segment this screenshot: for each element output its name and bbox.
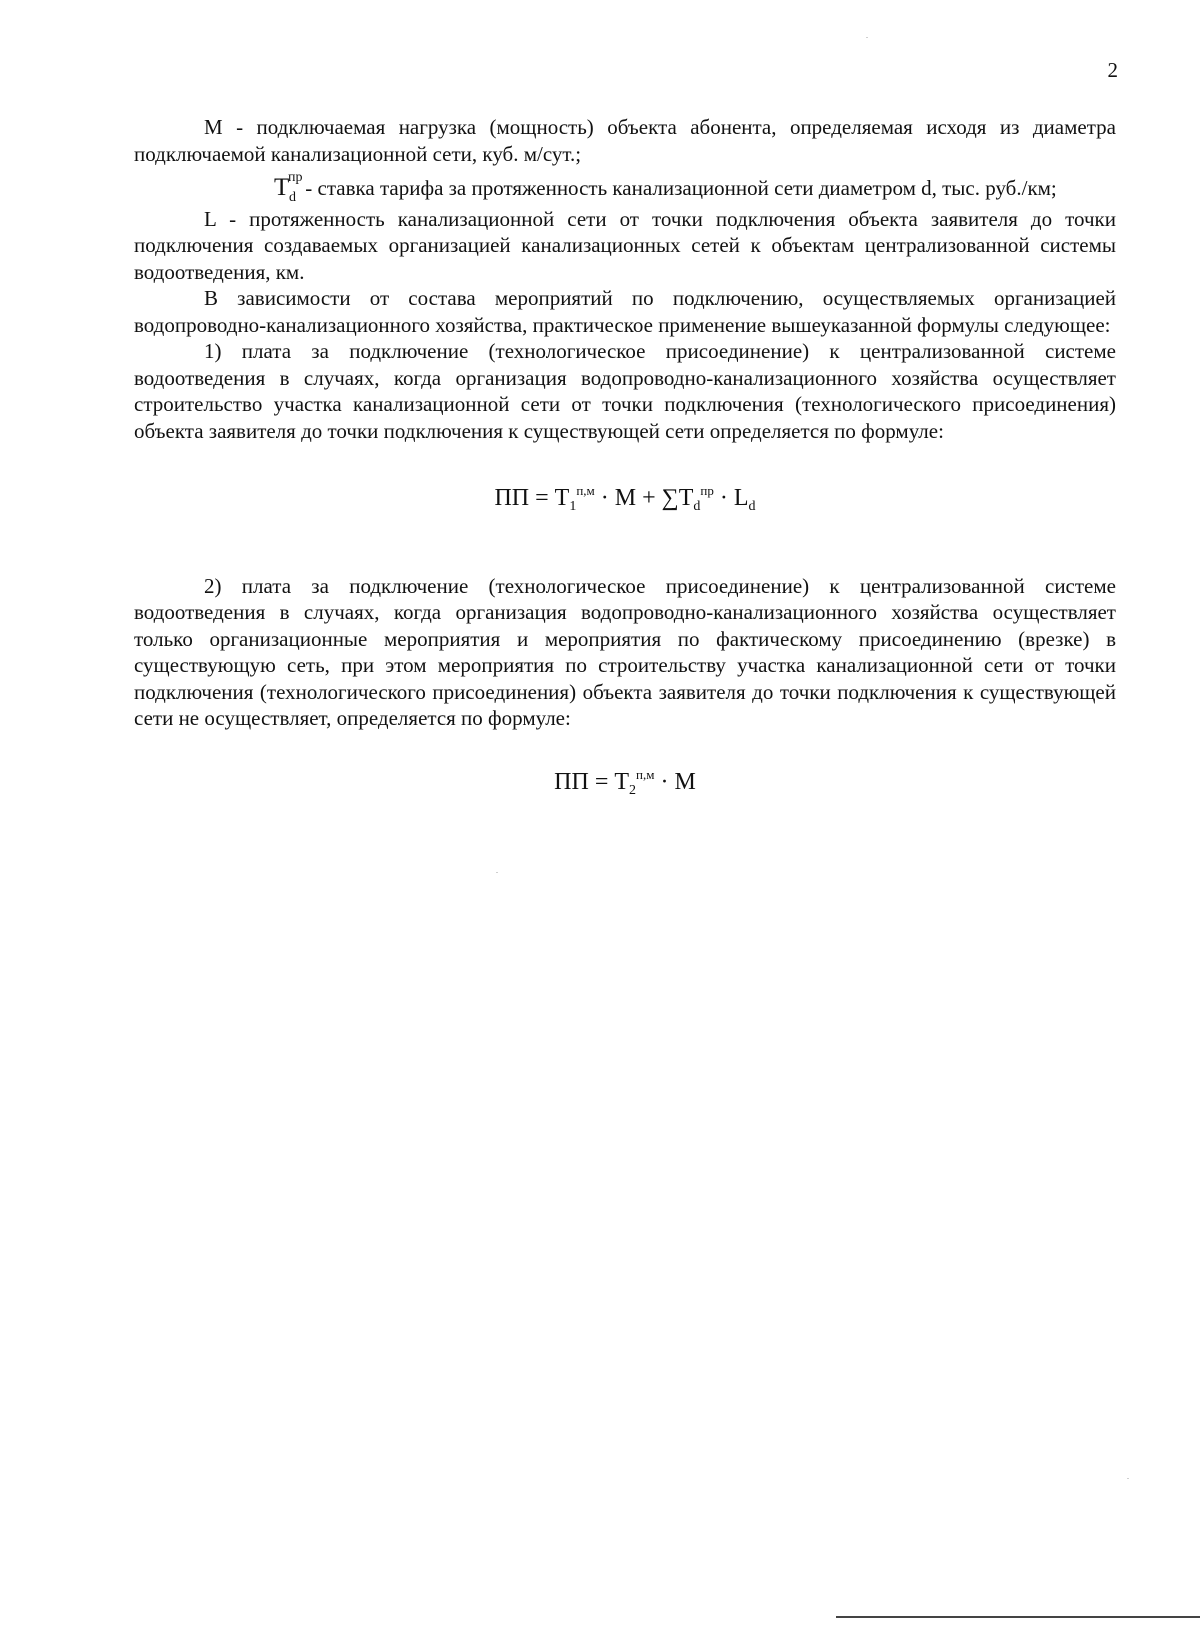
tariff-definition-text: - ставка тарифа за протяженность канализационной сети диаметром d, тыс. руб./км; [305,176,1057,200]
formula-1 [134,478,1116,521]
scan-edge-line [836,1616,1200,1618]
scan-artifact [866,37,868,38]
formula-1-mid: · М + ∑Т [594,485,694,511]
formula-2-tail: · М [654,768,696,795]
paragraph-case-1: 1) плата за подключение (технологическое присоединение) к централизованной системе водоотведения в случаях, когда организация водопроводно-канализационного хозяйства осуществляет строительство участка канализационной сети от точки подключения (технологического присоединения) объекта заявителя до точки подключения к существующей сети определяется по формуле: [134,339,1116,443]
paragraph-case-2: 2) плата за подключение (технологическое присоединение) к централизованной системе водоотведения в случаях, когда организация водопроводно-канализационного хозяйства осуществляет только организационные мероприятия и мероприятия по фактическому присоединению (врезке) в существующую сеть, при этом мероприятия по строительству участка канализационной сети от точки подключения (технологического присоединения) объекта заявителя до точки подключения к существующей сети не осуществляет, определяется по формуле: [134,573,1116,730]
tariff-symbol-letter: Т [274,174,290,201]
formula-2-lhs: ПП = Т [554,768,630,795]
formula-2-sup-1: п,м [636,766,655,782]
tariff-symbol [204,170,303,205]
paragraph-dependence: В зависимости от состава мероприятий по подключению, осуществляемых организацией водопроводно-канализационного хозяйства, практическое применение вышеуказанной формулы следующее: [134,286,1116,337]
formula-1-sup-2: пр [700,483,714,498]
formula-2-sub-1: 2 [629,782,637,798]
tariff-subscript: d [289,190,296,205]
formula-1-sub-3: d [748,499,756,514]
formula-1-lhs: ПП = Т [494,485,570,511]
formula-1-sub-2: d [693,499,701,514]
paragraph-m-definition: М - подключаемая нагрузка (мощность) объекта абонента, определяемая исходя из диаметра подключаемой канализационной сети, куб. м/сут.; [134,115,1116,166]
paragraph-tariff-definition [134,170,1116,205]
document-body [134,114,1116,804]
paragraph-l-definition: L - протяженность канализационной сети от точки подключения объекта заявителя до точки подключения создаваемых организацией канализационных сетей к объектам централизованной системы водоотведения, км. [134,206,1116,284]
page-number: 2 [1107,58,1118,82]
formula-1-tail: · L [713,485,749,511]
formula-1-sup-1: п,м [576,483,595,498]
formula-2 [134,762,1116,805]
scan-artifact [1127,1478,1129,1479]
formula-1-sub-1: 1 [569,499,577,514]
scan-artifact [496,872,498,873]
tariff-superscript: пр [288,170,303,185]
